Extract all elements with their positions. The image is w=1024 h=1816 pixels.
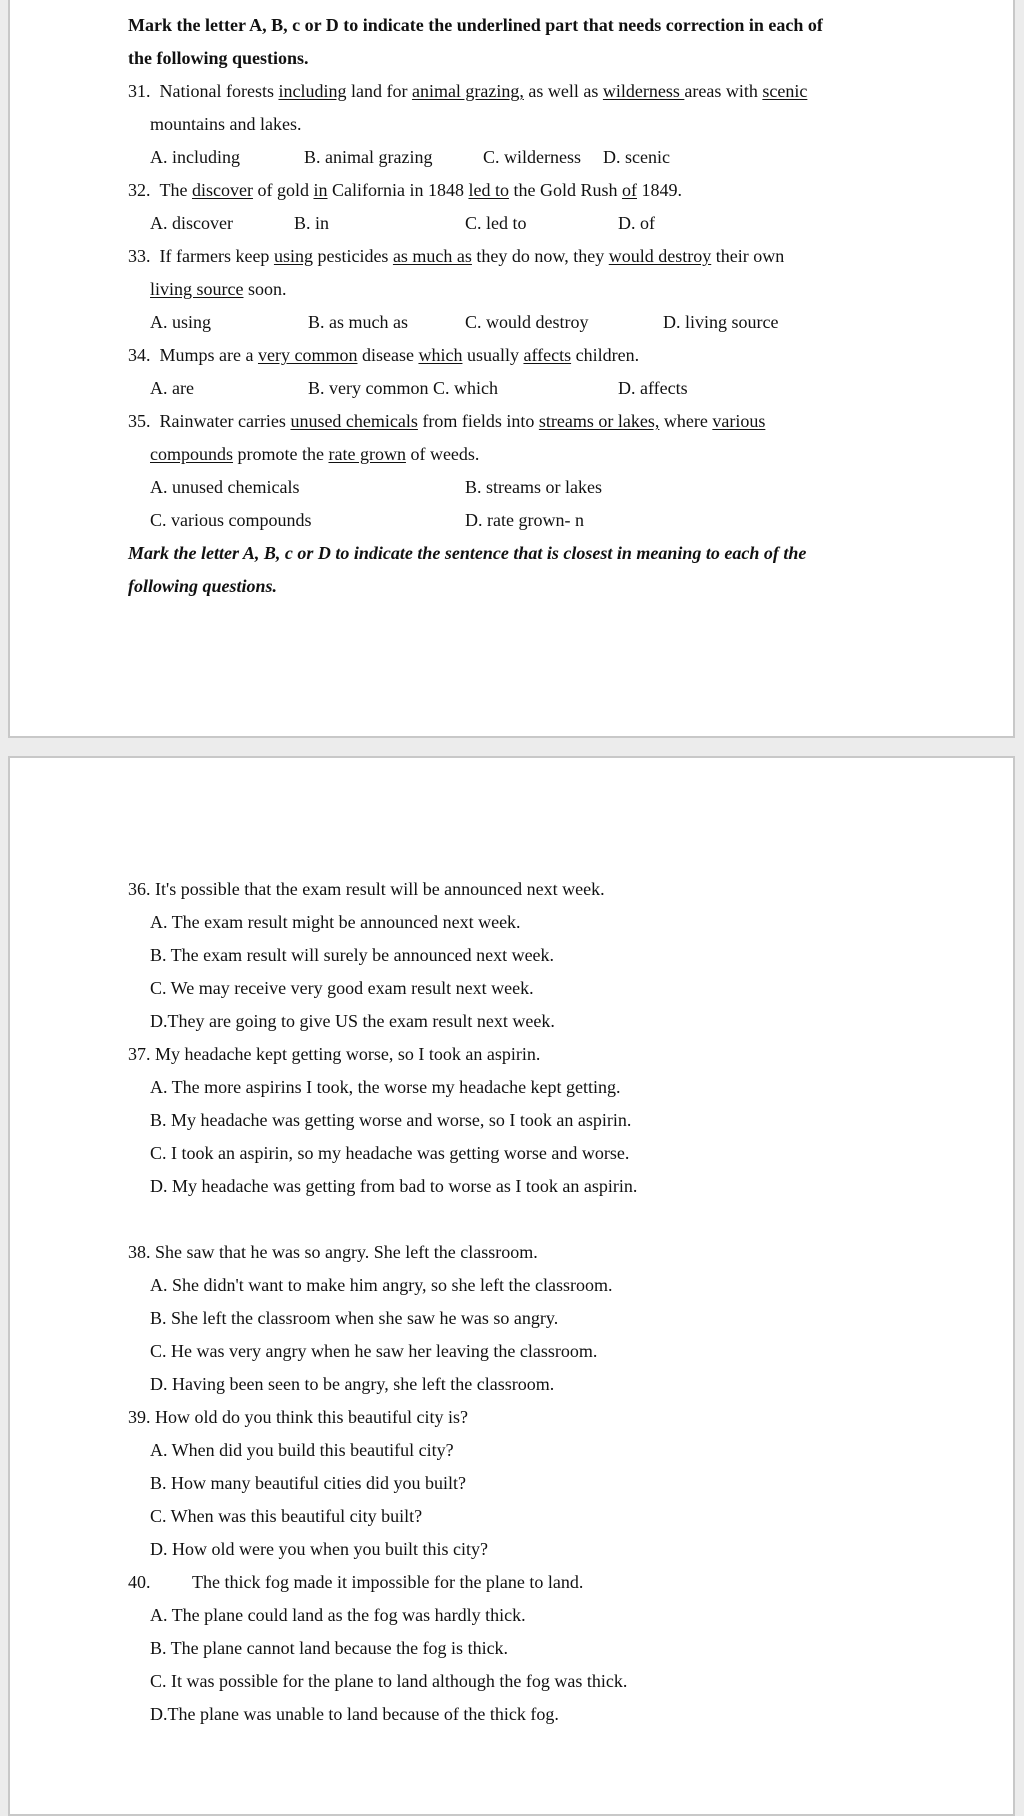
text: The [159,180,192,200]
question-35-cont [150,443,479,465]
question-35 [128,410,765,432]
underlined-part-d: rate grown [328,444,406,464]
option-b: B. How many beautiful cities did you built? [150,1473,466,1493]
option-b: B. She left the classroom when she saw he was so angry. [150,1308,559,1328]
text: National forests [159,81,279,101]
underlined-part-a: using [273,246,313,266]
text: pesticides [312,246,393,266]
question-number: 34. [128,345,151,365]
underlined-part-a: including [278,81,347,101]
option-a: A. discover [150,213,233,233]
option-c: C. led to [465,213,527,233]
option-d: D. of [618,213,655,233]
underlined-part-c-cont: compounds [150,444,233,464]
option-c: C. We may receive very good exam result next week. [150,978,534,998]
text: the Gold Rush [508,180,622,200]
option-c: C. It was possible for the plane to land although the fog was thick. [150,1671,628,1691]
text: 1849. [636,180,682,200]
question-33-cont [150,278,287,300]
option-d: D. rate grown- n [465,510,584,530]
question-34 [128,344,639,366]
text: they do now, they [471,246,609,266]
text: their own [711,246,785,266]
text: as well as [523,81,603,101]
underlined-part-d: scenic [762,81,808,101]
option-d: D. My headache was getting from bad to worse as I took an aspirin. [150,1176,638,1196]
text: California in 1848 [327,180,469,200]
text: usually [462,345,524,365]
option-b: B. as much as [308,312,408,332]
text: of weeds. [405,444,480,464]
text: Rainwater carries [159,411,291,431]
underlined-part-b: streams or lakes, [538,411,660,431]
text: If farmers keep [159,246,274,266]
underlined-part-d: of [621,180,637,200]
question-38: 38. She saw that he was so angry. She left the classroom. [128,1242,538,1262]
option-c: C. wilderness [483,147,581,167]
option-a: A. using [150,312,212,332]
underlined-part-d: living source [150,279,244,299]
option-a: A. When did you build this beautiful city? [150,1440,454,1460]
option-c: C. would destroy [465,312,589,332]
text: promote the [233,444,329,464]
underlined-part-c: led to [468,180,509,200]
option-d: D.The plane was unable to land because of the thick fog. [150,1704,559,1724]
section2-instruction-cont: following questions. [128,576,278,596]
underlined-part-b: as much as [392,246,472,266]
section1-instruction-cont: the following questions. [128,48,309,68]
text: land for [346,81,412,101]
option-b: B. The plane cannot land because the fog is thick. [150,1638,509,1658]
text: children. [571,345,640,365]
option-a: A. are [150,378,194,398]
option-a: A. unused chemicals [150,477,300,497]
question-31-cont: mountains and lakes. [150,114,302,134]
option-d: D. How old were you when you built this city? [150,1539,488,1559]
option-a: A. The more aspirins I took, the worse my headache kept getting. [150,1077,621,1097]
question-number: 32. [128,180,151,200]
option-d: D. affects [618,378,688,398]
underlined-part-d: affects [523,345,572,365]
option-b: B. in [294,213,330,233]
option-d: D.They are going to give US the exam result next week. [150,1011,555,1031]
underlined-part-a: unused chemicals [290,411,418,431]
question-31 [128,80,807,102]
text: from fields into [417,411,539,431]
option-d: D. Having been seen to be angry, she left the classroom. [150,1374,555,1394]
option-c: C. various compounds [150,510,312,530]
section1-instruction: Mark the letter A, B, c or D to indicate the underlined part that needs correction in each of [128,15,823,35]
underlined-part-b: in [313,180,328,200]
question-40 [128,1571,584,1593]
option-a: A. including [150,147,240,167]
question-number: 33. [128,246,151,266]
option-a: A. The plane could land as the fog was hardly thick. [150,1605,526,1625]
question-number: 31. [128,81,151,101]
option-c: C. I took an aspirin, so my headache was getting worse and worse. [150,1143,630,1163]
underlined-part-c: would destroy [608,246,712,266]
text: disease [357,345,419,365]
option-a: A. She didn't want to make him angry, so she left the classroom. [150,1275,613,1295]
option-d: D. living source [663,312,779,332]
underlined-part-a: discover [191,180,253,200]
question-number: 40. [128,1572,151,1592]
question-39: 39. How old do you think this beautiful city is? [128,1407,468,1427]
question-33 [128,245,784,267]
text: where [659,411,713,431]
underlined-part-b: animal grazing, [411,81,524,101]
underlined-part-c: which [418,345,463,365]
option-b-c: B. very common C. which [308,378,498,398]
text: soon. [243,279,287,299]
option-a: A. The exam result might be announced next week. [150,912,521,932]
option-b: B. The exam result will surely be announced next week. [150,945,555,965]
option-d: D. scenic [603,147,670,167]
question-stem: The thick fog made it impossible for the plane to land. [192,1572,584,1592]
option-c: C. When was this beautiful city built? [150,1506,423,1526]
option-c: C. He was very angry when he saw her leaving the classroom. [150,1341,598,1361]
option-b: B. streams or lakes [465,477,602,497]
option-b: B. animal grazing [304,147,433,167]
text: areas with [684,81,763,101]
section2-instruction: Mark the letter A, B, c or D to indicate the sentence that is closest in meaning to each of the [128,543,807,563]
text: Mumps are a [159,345,258,365]
question-37: 37. My headache kept getting worse, so I took an aspirin. [128,1044,541,1064]
underlined-part-c: various [712,411,766,431]
question-36: 36. It's possible that the exam result will be announced next week. [128,879,605,899]
question-number: 35. [128,411,151,431]
underlined-part-c: wilderness [602,81,685,101]
text: of gold [252,180,314,200]
document-page-1 [8,0,1015,738]
option-b: B. My headache was getting worse and worse, so I took an aspirin. [150,1110,632,1130]
underlined-part-b: very common [257,345,358,365]
question-32 [128,179,682,201]
document-page-2 [8,756,1015,1816]
